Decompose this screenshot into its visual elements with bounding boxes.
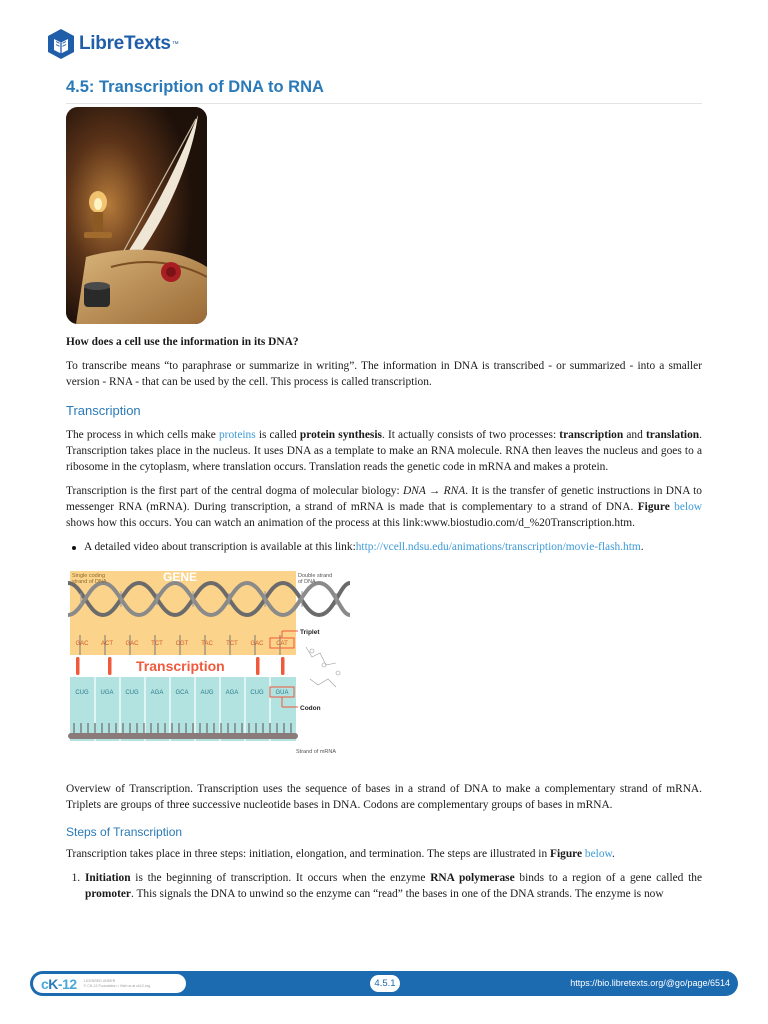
link-figure-below[interactable]: below [674,501,702,514]
rna-codon: UGA [100,690,114,697]
dna-codon: CGT [175,641,189,648]
figure-caption: Overview of Transcription. Transcription uses the sequence of bases in a strand of DNA to make a complementary strand of mRNA. Triplets are groups of three successive nucleotide bases in DNA. Codons are complementary groups of bases in mRNA. [66,783,702,812]
page-url[interactable]: https://bio.libretexts.org/@go/page/6514 [570,978,730,988]
article-body [66,334,702,902]
link-proteins[interactable]: proteins [218,428,256,441]
page-number: 4.5.1 [370,975,400,992]
link-vcell-animation[interactable]: http://vcell.ndsu.edu/animations/transcription/movie-flash.htm [355,541,641,554]
label-mrna-strand: Strand of mRNA [296,749,337,756]
dna-codon: GAC [125,641,139,648]
dna-codon: ACT [101,641,113,648]
dna-codon: TCT [226,641,238,648]
label-transcription: Transcription [136,658,225,675]
list-item: 1. Initiation is the beginning of transcription. It occurs when the enzyme RNA polymerase binds to a region of a gene called the promoter. This signals the DNA to unwind so the enzyme can “read” the bases in one of the DNA strands. The enzyme is now [83,870,702,902]
dna-codon: CAT [276,641,288,648]
intro-paragraph: To transcribe means “to paraphrase or summarize in writing”. The information in DNA is transcribed - or summarized - into a smaller version - RNA - that can be used by the cell. This process is called transcription. [66,360,702,389]
lead-question: How does a cell use the information in its DNA? [66,336,299,348]
libretexts-book-icon [46,28,76,60]
logo-wordmark: LibreTexts [79,33,171,54]
paragraph-steps: Transcription takes place in three steps: initiation, elongation, and termination. The steps are illustrated in Figure below. [66,847,615,860]
label-single-coding-strand: Single coding strand of DNA [72,573,107,586]
label-double-strand: Double strand of DNA [298,573,333,586]
transcription-figure [66,569,350,765]
ck12-logo: cK-12 [41,975,77,992]
ck12-badge[interactable] [33,974,186,993]
rna-codon: AUG [200,690,214,697]
label-gene: GENE [163,570,198,585]
section-heading-transcription: Transcription [66,402,141,418]
rna-codon: GUA [275,690,289,697]
label-triplet: Triplet [300,629,320,637]
dna-codon: GAC [75,641,89,648]
rna-codon: AGA [225,690,239,697]
page-title: 4.5: Transcription of DNA to RNA [66,78,702,104]
dna-codon: TAC [201,641,213,648]
link-figure-below-steps[interactable]: below [584,847,613,860]
ck12-license-text: LICENSED UNDER © CK-12 Foundation • Visit us at ck12.org [83,978,151,988]
steps-list [66,870,702,902]
rna-codon: GCA [175,690,189,697]
dna-codon: GAC [250,641,264,648]
section-heading-steps: Steps of Transcription [66,824,183,839]
dna-codon: TCT [151,641,163,648]
rna-codon: CUG [75,690,89,697]
rna-codon: AGA [150,690,164,697]
rna-codon: CUG [125,690,139,697]
label-codon: Codon [300,705,321,713]
paragraph-central-dogma: Transcription is the first part of the central dogma of molecular biology: DNA → RNA. It is the transfer of genetic instructions in DNA to messenger RNA (mRNA). During transcription, a strand of mRNA is made that is complementary to a strand of DNA. Figure below shows how this occurs. You can watch an animation of the process at this link:www.biostudio.com/d_%20Transcription.htm. [66,484,702,530]
resource-list [66,539,702,555]
list-item: A detailed video about transcription is available at this link:http://vcell.ndsu.edu/animations/transcription/movie-flash.htm. [70,539,702,555]
page-footer [30,971,738,996]
rna-codon: CUG [250,690,264,697]
paragraph-protein-synthesis: The process in which cells make proteins is called protein synthesis. It actually consists of two processes: transcription and translation. Transcription takes place in the nucleus. It uses DNA as a template to make an RNA molecule. RNA then leaves the nucleus and goes to a ribosome in the cytoplasm, where translation occurs. Translation reads the genetic code in mRNA and makes a protein. [66,428,702,474]
quill-and-scroll-image [66,107,207,324]
logo-trademark: ™ [171,40,179,48]
libretexts-logo[interactable] [46,27,179,61]
